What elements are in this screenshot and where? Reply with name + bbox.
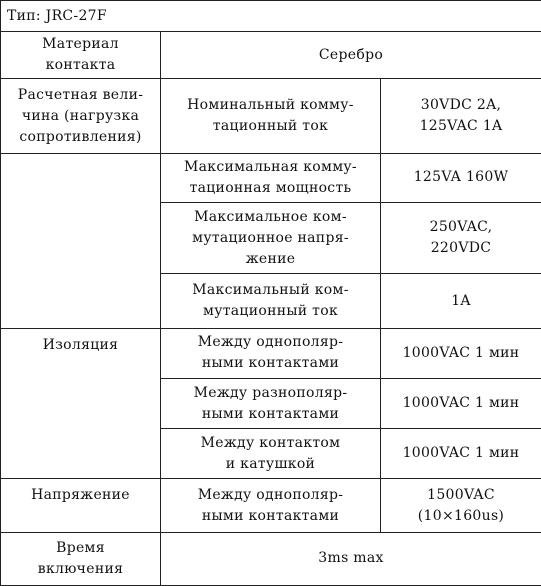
rated-load-param: Максимальный ком- мутационный ток xyxy=(161,274,381,328)
type-row xyxy=(1,1,541,32)
switch-on-time-value: 3ms max xyxy=(161,532,541,585)
rated-load-label-continued xyxy=(1,153,161,328)
contact-material-label: Материал контакта xyxy=(1,32,161,79)
table-row xyxy=(1,153,541,202)
table-row xyxy=(1,79,541,153)
rated-load-value: 30VDC 2A, 125VAC 1A xyxy=(381,79,541,153)
contact-material-row xyxy=(1,32,541,79)
rated-load-param: Максимальное ком- мутационное напря- жение xyxy=(161,203,381,274)
insulation-param: Между контактом и катушкой xyxy=(161,429,381,479)
contact-material-value: Серебро xyxy=(161,32,541,79)
insulation-value: 1000VAC 1 мин xyxy=(381,378,541,428)
rated-load-value: 250VAC, 220VDC xyxy=(381,203,541,274)
voltage-value: 1500VAC (10×160us) xyxy=(381,479,541,532)
insulation-param: Между однополяр- ными контактами xyxy=(161,328,381,378)
voltage-param: Между однополяр- ными контактами xyxy=(161,479,381,532)
rated-load-value: 1A xyxy=(381,274,541,328)
rated-load-param: Максимальная комму- тационная мощность xyxy=(161,153,381,202)
rated-load-label: Расчетная вели- чина (нагрузка сопротивления) xyxy=(1,79,161,153)
rated-load-param: Номинальный комму- тационный ток xyxy=(161,79,381,153)
table-row xyxy=(1,328,541,378)
table-row xyxy=(1,532,541,585)
insulation-label: Изоляция xyxy=(1,328,161,479)
table-row xyxy=(1,479,541,532)
insulation-param: Между разнополяр- ными контактами xyxy=(161,378,381,428)
type-label: Тип: JRC-27F xyxy=(1,1,541,32)
voltage-label: Напряжение xyxy=(1,479,161,532)
rated-load-value: 125VA 160W xyxy=(381,153,541,202)
insulation-value: 1000VAC 1 мин xyxy=(381,429,541,479)
switch-on-time-label: Время включения xyxy=(1,532,161,585)
insulation-value: 1000VAC 1 мин xyxy=(381,328,541,378)
